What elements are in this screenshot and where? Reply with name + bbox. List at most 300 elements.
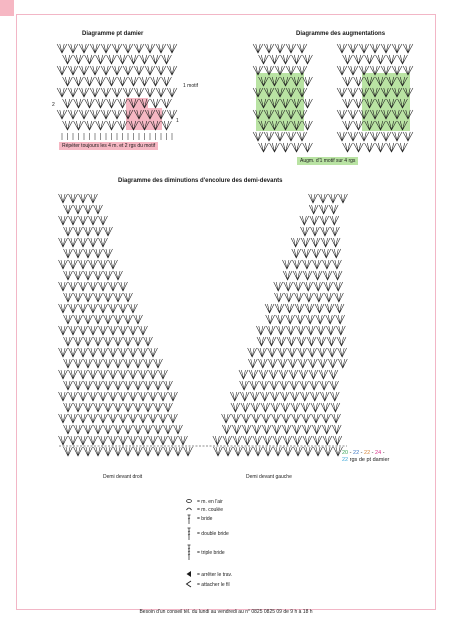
increase-highlight-right: [362, 73, 410, 131]
stitch-fan: [337, 44, 347, 53]
stitch-fan: [74, 121, 84, 130]
stitch-fan: [85, 121, 95, 130]
stitch-fan: [283, 436, 292, 445]
stitch-fan: [337, 337, 346, 346]
stitch-fan: [272, 425, 281, 434]
stitch-fan: [162, 121, 172, 130]
stitch-fan: [336, 315, 345, 324]
stitch-fan: [89, 436, 98, 445]
stitch-fan: [338, 348, 347, 357]
stitch-fan: [167, 88, 177, 97]
stitch-fan: [74, 249, 83, 258]
stitch-fan: [299, 370, 308, 379]
stitch-fan: [144, 359, 153, 368]
stitch-fan: [302, 260, 311, 269]
stitch-fan: [259, 143, 269, 152]
stitch-fan: [154, 447, 163, 456]
stitch-fan: [280, 392, 289, 401]
stitch-fan: [241, 403, 250, 412]
stitch-fan: [84, 271, 93, 280]
stitch-fan: [164, 403, 173, 412]
stitch-fan: [288, 359, 297, 368]
stitch-fan: [253, 44, 263, 53]
stitch-fan: [308, 348, 317, 357]
stitch-fan: [99, 370, 108, 379]
stitch-fan: [59, 392, 68, 401]
stitch-fan: [134, 88, 144, 97]
stitch-fan: [381, 44, 391, 53]
stitch-fan: [63, 121, 73, 130]
stitch-fan: [114, 425, 123, 434]
stitch-fan: [337, 88, 347, 97]
stitch-fan: [140, 77, 150, 86]
stitch-fan: [281, 143, 291, 152]
stitch-fan: [338, 359, 347, 368]
stitch-fan: [85, 99, 95, 108]
checkerboard-diagram-title: Diagramme pt damier: [82, 31, 144, 37]
stitch-fan: [252, 425, 261, 434]
stitch-fan: [257, 337, 266, 346]
stitch-fan: [64, 293, 73, 302]
stitch-fan: [134, 315, 143, 324]
stitch-fan: [284, 282, 293, 291]
stitch-fan: [376, 55, 386, 64]
stitch-fan: [151, 99, 161, 108]
stitch-fan: [129, 436, 138, 445]
stitch-fan: [330, 392, 339, 401]
stitch-fan: [292, 55, 302, 64]
stitch-fan: [109, 370, 118, 379]
stitch-fan: [253, 132, 263, 141]
stitch-fan: [94, 403, 103, 412]
stitch-fan: [303, 143, 313, 152]
stitch-fan: [302, 425, 311, 434]
stitch-fan: [302, 249, 311, 258]
stitch-fan: [149, 414, 158, 423]
stitch-fan: [114, 315, 123, 324]
motif-swatch-large: [0, 6, 14, 16]
stitch-fan: [309, 194, 318, 203]
stitch-fan: [151, 55, 161, 64]
stitch-fan: [79, 238, 88, 247]
stitch-fan: [79, 370, 88, 379]
stitch-fan: [310, 381, 319, 390]
stitch-fan: [68, 110, 78, 119]
stitch-fan: [139, 392, 148, 401]
stitch-fan: [264, 132, 274, 141]
stitch-fan: [269, 370, 278, 379]
stitch-fan: [79, 326, 88, 335]
stitch-fan: [104, 293, 113, 302]
stitch-fan: [99, 348, 108, 357]
stitch-fan: [294, 447, 303, 456]
stitch-fan: [333, 436, 342, 445]
stitch-fan: [119, 392, 128, 401]
stitch-fan: [249, 370, 258, 379]
stitch-fan: [318, 348, 327, 357]
stitch-fan: [343, 143, 353, 152]
stitch-fan: [107, 55, 117, 64]
stitch-fan: [322, 414, 331, 423]
stitch-fan: [298, 359, 307, 368]
stitch-fan: [79, 414, 88, 423]
stitch-fan: [270, 143, 280, 152]
stitch-fan: [333, 271, 342, 280]
stitch-fan: [262, 414, 271, 423]
stitch-fan: [242, 425, 251, 434]
stitch-fan: [273, 436, 282, 445]
rows-legend-suffix: rgs de pt damier: [348, 457, 390, 463]
stitch-fan: [262, 425, 271, 434]
stitch-fan: [79, 216, 88, 225]
stitch-fan: [321, 403, 330, 412]
double-crochet-icon: [185, 514, 195, 526]
stitch-fan: [277, 337, 286, 346]
stitch-fan: [129, 55, 139, 64]
stitch-fan: [278, 359, 287, 368]
stitch-fan: [94, 293, 103, 302]
stitch-fan: [256, 326, 265, 335]
stitch-fan: [101, 88, 111, 97]
stitch-fan: [119, 414, 128, 423]
stitch-fan: [282, 414, 291, 423]
stitch-fan: [140, 55, 150, 64]
stitch-fan: [109, 326, 118, 335]
stitch-fan: [159, 392, 168, 401]
stitch-fan: [89, 414, 98, 423]
stitch-fan: [74, 293, 83, 302]
stitch-fan: [99, 304, 108, 313]
stitch-fan: [123, 66, 133, 75]
stitch-fan: [325, 304, 334, 313]
stitch-fan: [300, 392, 309, 401]
stitch-fan: [240, 381, 249, 390]
stitch-fan: [253, 436, 262, 445]
stitch-fan: [109, 304, 118, 313]
stitch-fan: [318, 359, 327, 368]
stitch-fan: [64, 447, 73, 456]
stitch-fan: [129, 304, 138, 313]
stitch-fan: [94, 381, 103, 390]
stitch-fan: [301, 403, 310, 412]
stitch-fan: [68, 66, 78, 75]
stitch-fan: [79, 44, 89, 53]
stitch-fan: [154, 381, 163, 390]
stitch-fan: [129, 326, 138, 335]
stitch-fan: [124, 337, 133, 346]
stitch-fan: [230, 392, 239, 401]
stitch-fan: [99, 414, 108, 423]
stitch-fan: [74, 55, 84, 64]
stitch-fan: [303, 271, 312, 280]
motif-label: 1 motif: [183, 83, 199, 89]
stitch-fan: [145, 88, 155, 97]
stitch-fan: [252, 414, 261, 423]
stitch-fan: [213, 436, 222, 445]
stitch-fan: [134, 425, 143, 434]
stitch-fan: [328, 348, 337, 357]
stitch-fan: [337, 66, 347, 75]
stitch-fan: [74, 271, 83, 280]
stitch-fan: [90, 88, 100, 97]
stitch-fan: [84, 205, 93, 214]
stitch-fan: [112, 44, 122, 53]
stitch-fan: [265, 304, 274, 313]
treble-crochet-icon: [185, 528, 195, 542]
stitch-fan: [134, 337, 143, 346]
stitch-fan: [94, 337, 103, 346]
stitch-fan: [96, 77, 106, 86]
stitch-fan: [337, 110, 347, 119]
stitch-fan: [293, 271, 302, 280]
stitch-fan: [286, 132, 296, 141]
stitch-fan: [129, 348, 138, 357]
stitch-fan: [94, 315, 103, 324]
stitch-fan: [239, 370, 248, 379]
row-marker-1: 1: [176, 118, 179, 124]
stitch-fan: [274, 282, 283, 291]
stitch-fan: [90, 66, 100, 75]
stitch-fan: [354, 99, 364, 108]
stitch-fan: [258, 348, 267, 357]
increase-diagram-title: Diagramme des augmentations: [296, 31, 386, 37]
stitch-fan: [312, 260, 321, 269]
stitch-fan: [94, 271, 103, 280]
stitch-fan: [164, 425, 173, 434]
stitch-fan: [281, 55, 291, 64]
stitch-fan: [104, 425, 113, 434]
stitch-fan: [261, 403, 270, 412]
increase-stitch-chart: [254, 40, 424, 155]
stitch-fan: [59, 304, 68, 313]
stitch-fan: [322, 249, 331, 258]
stitch-fan: [244, 447, 253, 456]
stitch-fan: [149, 348, 158, 357]
stitch-fan: [331, 403, 340, 412]
stitch-fan: [114, 271, 123, 280]
double-treble-icon: [185, 545, 195, 561]
stitch-fan: [162, 55, 172, 64]
stitch-fan: [179, 436, 188, 445]
stitch-fan: [84, 315, 93, 324]
stitch-fan: [242, 414, 251, 423]
stitch-fan: [69, 392, 78, 401]
stitch-fan: [283, 271, 292, 280]
stitch-fan: [286, 326, 295, 335]
stitch-fan: [301, 238, 310, 247]
stitch-fan: [85, 55, 95, 64]
stitch-fan: [303, 55, 313, 64]
stitch-fan: [59, 436, 68, 445]
stitch-fan: [308, 359, 317, 368]
stitch-fan: [74, 77, 84, 86]
stitch-fan: [272, 414, 281, 423]
stitch-fan: [64, 403, 73, 412]
stitch-fan: [99, 282, 108, 291]
stitch-fan: [145, 66, 155, 75]
stitch-fan: [313, 436, 322, 445]
stitch-fan: [134, 403, 143, 412]
stitch-fan: [69, 260, 78, 269]
stitch-fan: [304, 293, 313, 302]
stitch-fan: [123, 88, 133, 97]
chain-icon: [185, 497, 195, 505]
stitch-fan: [300, 216, 309, 225]
stitch-fan: [104, 315, 113, 324]
stitch-fan: [240, 392, 249, 401]
stitch-fan: [139, 370, 148, 379]
stitch-fan: [101, 110, 111, 119]
stitch-fan: [268, 359, 277, 368]
stitch-fan: [118, 99, 128, 108]
stitch-fan: [376, 143, 386, 152]
stitch-fan: [266, 326, 275, 335]
stitch-fan: [290, 381, 299, 390]
stitch-fan: [104, 381, 113, 390]
stitch-fan: [331, 238, 340, 247]
stitch-fan: [184, 447, 193, 456]
size-value: 22: [364, 450, 371, 456]
stitch-fan: [79, 436, 88, 445]
stitch-fan: [109, 282, 118, 291]
stitch-fan: [250, 381, 259, 390]
stitch-fan: [298, 348, 307, 357]
stitch-fan: [134, 381, 143, 390]
stitch-fan: [74, 359, 83, 368]
stitch-fan: [167, 44, 177, 53]
stitch-fan: [59, 216, 68, 225]
stitch-fan: [282, 425, 291, 434]
stitch-fan: [398, 55, 408, 64]
stitch-fan: [370, 44, 380, 53]
stitch-fan: [124, 315, 133, 324]
stitch-fan: [101, 44, 111, 53]
stitch-fan: [329, 370, 338, 379]
stitch-fan: [334, 293, 343, 302]
stitch-fan: [107, 77, 117, 86]
stitch-fan: [118, 55, 128, 64]
stitch-fan: [270, 55, 280, 64]
stitch-fan: [139, 348, 148, 357]
neckline-decrease-chart: [55, 188, 355, 468]
stitch-fan: [348, 110, 358, 119]
stitch-fan: [79, 348, 88, 357]
stitch-fan: [296, 326, 305, 335]
stitch-fan: [284, 447, 293, 456]
stitch-fan: [274, 447, 283, 456]
stitch-fan: [79, 194, 88, 203]
stitch-fan: [297, 337, 306, 346]
stitch-fan: [392, 132, 402, 141]
stitch-fan: [109, 260, 118, 269]
stitch-fan: [89, 238, 98, 247]
stitch-fan: [297, 44, 307, 53]
stitch-fan: [89, 194, 98, 203]
stitch-fan: [104, 227, 113, 236]
stitch-fan: [164, 381, 173, 390]
stitch-fan: [359, 44, 369, 53]
stitch-fan: [79, 260, 88, 269]
stitch-fan: [151, 77, 161, 86]
stitch-fan: [74, 381, 83, 390]
slip-stitch-icon: [185, 505, 195, 513]
stitch-fan: [286, 44, 296, 53]
stitch-fan: [403, 44, 413, 53]
stitch-fan: [68, 44, 78, 53]
stitch-fan: [63, 99, 73, 108]
size-value: 22: [342, 457, 349, 463]
stitch-fan: [79, 88, 89, 97]
stitch-fan: [139, 326, 148, 335]
stitch-fan: [129, 77, 139, 86]
stitch-fan: [112, 88, 122, 97]
stitch-fan: [323, 271, 332, 280]
stitch-fan: [159, 414, 168, 423]
stitch-fan: [129, 370, 138, 379]
stitch-fan: [104, 403, 113, 412]
stitch-fan: [354, 121, 364, 130]
stitch-fan: [114, 293, 123, 302]
stitch-fan: [295, 304, 304, 313]
stitch-fan: [154, 403, 163, 412]
stitch-fan: [169, 436, 178, 445]
stitch-fan: [276, 315, 285, 324]
stitch-fan: [64, 249, 73, 258]
stitch-fan: [289, 370, 298, 379]
stitch-fan: [124, 447, 133, 456]
stitch-fan: [107, 99, 117, 108]
stitch-fan: [302, 414, 311, 423]
stitch-fan: [320, 381, 329, 390]
stitch-fan: [144, 381, 153, 390]
stitch-fan: [119, 304, 128, 313]
stitch-fan: [306, 315, 315, 324]
stitch-fan: [84, 337, 93, 346]
stitch-fan: [343, 121, 353, 130]
stitch-fan: [275, 44, 285, 53]
stitch-fan: [69, 282, 78, 291]
stitch-fan: [232, 414, 241, 423]
stitch-fan: [290, 392, 299, 401]
stitch-fan: [145, 44, 155, 53]
stitch-fan: [311, 238, 320, 247]
stitch-fan: [359, 132, 369, 141]
stitch-fan: [114, 359, 123, 368]
stitch-fan: [109, 392, 118, 401]
stitch-fan: [119, 370, 128, 379]
stitch-fan: [300, 381, 309, 390]
size-value: 22: [353, 450, 360, 456]
stitch-fan: [354, 55, 364, 64]
stitch-fan: [169, 414, 178, 423]
stitch-fan: [114, 381, 123, 390]
stitch-fan: [317, 337, 326, 346]
stitch-fan: [354, 143, 364, 152]
stitch-fan: [64, 359, 73, 368]
stitch-fan: [292, 425, 301, 434]
stitch-fan: [64, 425, 73, 434]
right-front-caption: Demi devant droit: [103, 474, 143, 480]
stitch-fan: [314, 282, 323, 291]
stitch-fan: [169, 392, 178, 401]
stitch-fan: [266, 315, 275, 324]
stitch-fan: [59, 326, 68, 335]
stitch-fan: [159, 370, 168, 379]
stitch-fan: [336, 326, 345, 335]
stitch-fan: [104, 249, 113, 258]
stitch-fan: [327, 337, 336, 346]
stitch-fan: [275, 132, 285, 141]
